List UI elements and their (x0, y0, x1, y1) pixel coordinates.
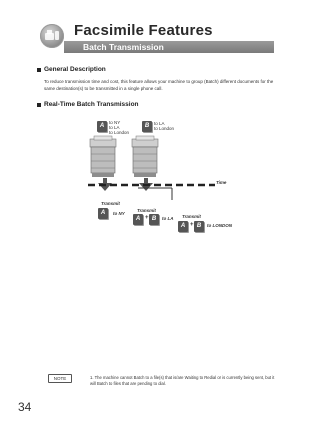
section-bullet (37, 68, 41, 72)
page-number: 34 (18, 400, 32, 414)
transmit-label: Transmit (137, 208, 156, 213)
plus-sign: + (190, 222, 194, 228)
to-la-label: to LA (162, 216, 174, 221)
plus-sign: + (145, 215, 149, 221)
job-a-destinations: to NY to LA to London (109, 120, 130, 135)
note-text: 1. The machine cannot Batch to a file(s) that is/are Waiting to Redial or is currently being sent, but it will Batch to files that are pending to dial. (90, 375, 275, 386)
page-subtitle: Batch Transmission (83, 42, 164, 52)
to-ny-label: to NY (113, 211, 125, 216)
job-a-key: A (98, 208, 108, 219)
transmit-label: Transmit (182, 214, 201, 219)
job-a-key: A (133, 214, 143, 225)
section-title-general: General Description (44, 66, 106, 73)
fax-features-icon (40, 24, 64, 48)
note-badge: NOTE (48, 374, 72, 383)
job-a-key: A (178, 221, 188, 232)
job-b-key: B (149, 214, 159, 225)
section-bullet (37, 103, 41, 107)
job-b-key: B (194, 221, 204, 232)
section-title-realtime: Real-Time Batch Transmission (44, 101, 139, 108)
general-description-text: To reduce transmission time and cost, this feature allows your machine to group (Batch) different documents for the same destination(s) to be transmitted in a single phone call. (44, 79, 274, 91)
job-b-key: B (142, 121, 152, 132)
page-title: Facsimile Features (74, 22, 213, 39)
transmit-label: Transmit (101, 201, 120, 206)
time-axis-label: Time (216, 180, 227, 185)
job-b-destinations: to LA to London (154, 121, 175, 131)
to-london-label: to LONDON (207, 223, 232, 228)
job-a-key: A (97, 121, 107, 132)
